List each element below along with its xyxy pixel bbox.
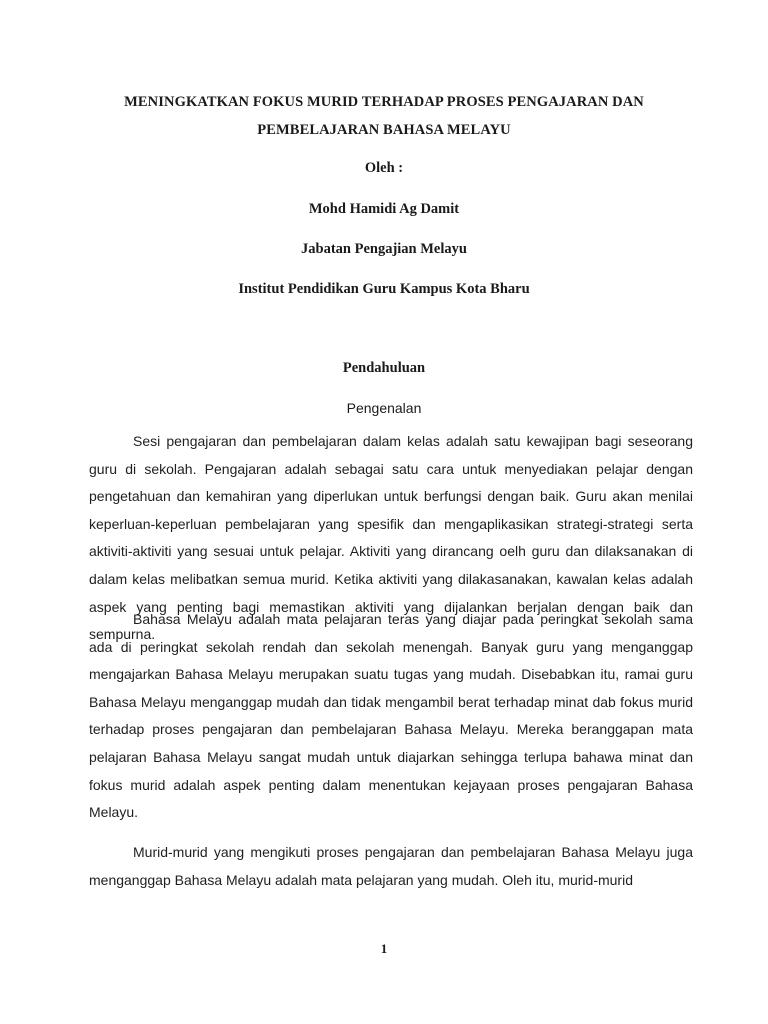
title-line-2: PEMBELAJARAN BAHASA MELAYU [257,122,511,138]
department-name: Jabatan Pengajian Melayu [301,241,467,257]
paragraph-1: Sesi pengajaran dan pembelajaran dalam kelas adalah satu kewajipan bagi seseorang guru di sekolah. Pengajaran adalah sebagai satu cara untuk menyediakan pelajar dengan pengetahuan dan kemahiran yang diperlukan untuk berfungsi dengan baik. Guru akan menilai keperluan-keperluan pembelajaran yang spesifik dan mengaplikasikan strategi-strategi serta aktiviti-aktiviti yang sesuai untuk pelajar. Aktiviti yang dirancang oelh guru dan dilaksanakan di dalam kelas melibatkan semua murid. Ketika aktiviti yang dilakasanakan, kawalan kelas adalah aspek yang penting bagi memastikan aktiviti yang dijalankan berjalan dengan baik dan sempurna. [89,433,693,643]
institution-name: Institut Pendidikan Guru Kampus Kota Bharu [238,281,530,297]
subsection-heading: Pengenalan [346,400,422,416]
title-line-1: MENINGKATKAN FOKUS MURID TERHADAP PROSES PENGAJARAN DAN [124,94,644,110]
section-heading: Pendahuluan [342,360,426,376]
author-name: Mohd Hamidi Ag Damit [308,201,460,217]
paragraph-3: Murid-murid yang mengikuti proses pengajaran dan pembelajaran Bahasa Melayu juga menganggap Bahasa Melayu adalah mata pelajaran yang mudah. Oleh itu, murid-murid [89,844,693,888]
page-number: 1 [380,941,388,956]
by-label: Oleh : [364,160,404,176]
paragraph-2: Bahasa Melayu adalah mata pelajaran teras yang diajar pada peringkat sekolah sama ada di peringkat sekolah rendah dan sekolah menengah. Banyak guru yang menganggap mengajarkan Bahasa Melayu merupakan suatu tugas yang mudah. Disebabkan itu, ramai guru Bahasa Melayu menganggap mudah dan tidak mengambil berat terhadap minat dab fokus murid terhadap proses pengajaran dan pembelajaran Bahasa Melayu. Mereka beranggapan mata pelajaran Bahasa Melayu sangat mudah untuk diajarkan sehingga terlupa bahawa minat dan fokus murid adalah aspek penting dalam menentukan kejayaan proses pengajaran Bahasa Melayu. [89,611,693,821]
